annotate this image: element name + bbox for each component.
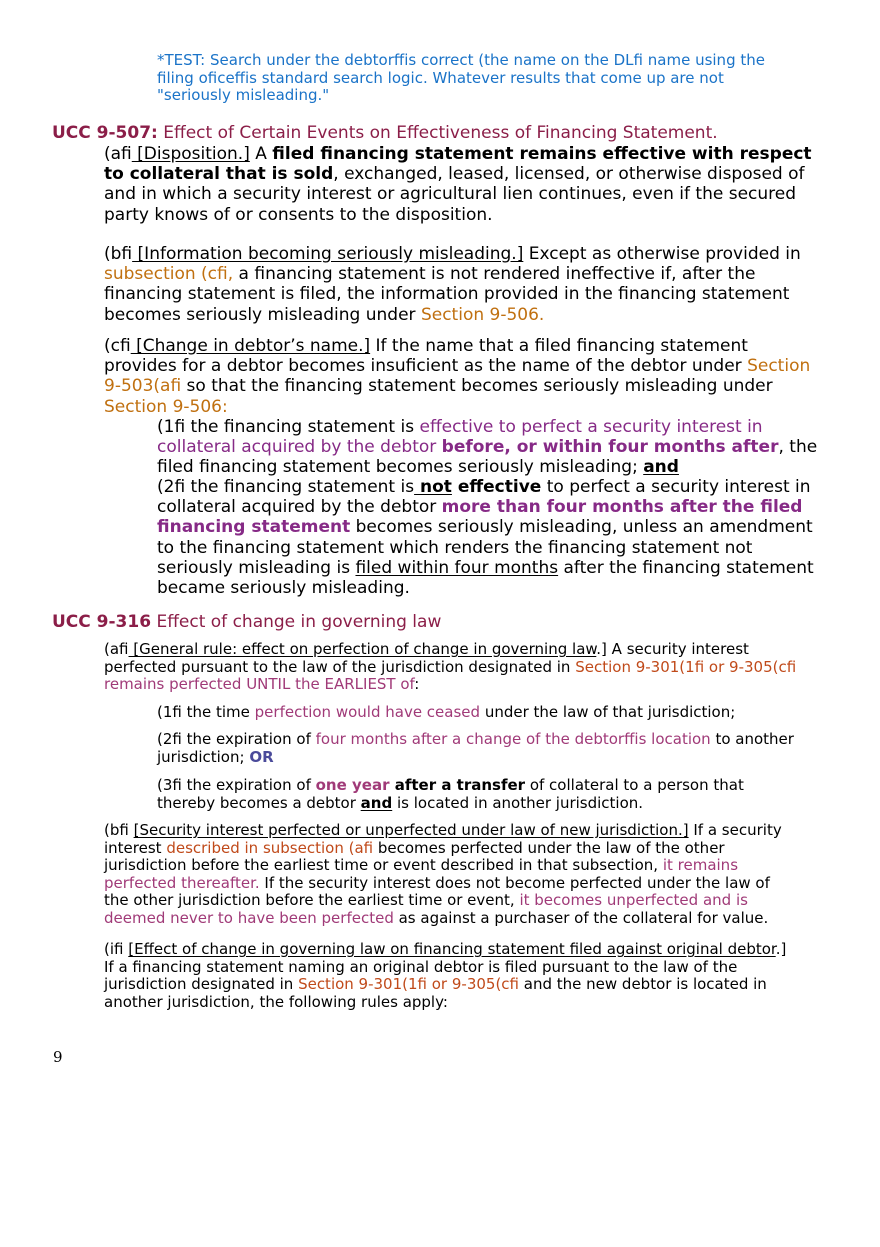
text-run: , exchanged, leased, licensed, or otherwise disposed of <box>333 164 805 185</box>
section-title: Effect of change in governing law <box>151 612 442 632</box>
emphasis-text: more than four months after the filed <box>441 497 803 518</box>
underlined-text: filed within four months <box>355 557 559 578</box>
subsection-9-316-b <box>104 822 782 928</box>
text-run: so that the financing statement becomes seriously misleading under <box>181 376 773 397</box>
text-run: a financing statement is not rendered ineffective if, after the <box>233 264 756 285</box>
text-line: financing statement is filed, the information provided in the financing statement <box>104 284 790 305</box>
clause-9-507-c-1 <box>157 417 817 478</box>
text-run: the other jurisdiction before the earliest time or event, <box>104 891 520 910</box>
test-note <box>157 52 765 105</box>
text-run: to perfect a security interest in <box>541 477 811 497</box>
text-run: If a security <box>688 821 782 839</box>
highlighted-text: it becomes unperfected and is <box>519 891 748 910</box>
text-run: Except as otherwise provided in <box>523 244 801 264</box>
test-note-line: *TEST: Search under the debtorﬀis correct (the name on the DLﬁ name using the <box>157 51 765 69</box>
text-run: If the security interest does not become perfected under the law of <box>259 873 770 892</box>
text-run: jurisdiction designated in <box>104 975 299 994</box>
subsection-9-507-c <box>104 336 810 417</box>
highlighted-text: four months after a change of the debtorﬀis location <box>315 730 711 748</box>
text-run: interest <box>104 838 167 857</box>
highlighted-text: perfected thereafter. <box>104 873 260 892</box>
subsection-9-507-a <box>104 144 812 225</box>
subsection-heading: [Security interest perfected or unperfected under law of new jurisdiction.] <box>133 821 689 839</box>
text-run: jurisdiction; <box>157 747 250 766</box>
text-line: and in which a security interest or agricultural lien continues, even if the secured <box>104 184 797 205</box>
emphasis-text: one year <box>315 776 390 794</box>
text-run: collateral acquired by the debtor <box>157 497 442 518</box>
text-run: perfected pursuant to the law of the jurisdiction designated in <box>104 657 576 676</box>
subsection-heading: [Disposition.] <box>131 144 250 164</box>
text-run: becomes seriously misleading, unless an amendment <box>350 517 813 538</box>
highlighted-text: deemed never to have been perfected <box>104 908 394 927</box>
text-run: If the name that a filed financing statement <box>370 336 748 356</box>
emphasis-text: filed financing statement remains effective with respect <box>272 144 812 164</box>
text-line: to the financing statement which renders the financing statement not <box>157 537 753 558</box>
text-run: thereby becomes a debtor <box>157 793 361 812</box>
text-run: of collateral to a person that <box>525 776 744 794</box>
subsection-heading: [General rule: effect on perfection of change in governing law <box>128 640 597 658</box>
subsection-label: (iﬁ <box>104 940 129 958</box>
cross-reference: Section <box>747 356 811 377</box>
text-run: (2ﬁ the financing statement is <box>157 477 415 497</box>
text-run: (1ﬁ the financing statement is <box>157 417 420 437</box>
subsection-label: (bﬁ <box>104 821 134 839</box>
emphasis-text: before, or within four months after <box>441 437 779 458</box>
subsection-heading: [Information becoming seriously misleading.] <box>132 244 524 264</box>
emphasis-text: to collateral that is sold <box>104 164 334 185</box>
highlighted-text: it remains <box>662 856 739 875</box>
emphasis-text: effective <box>451 477 542 497</box>
text-run: A <box>249 144 273 164</box>
text-run: is located in another jurisdiction. <box>392 793 644 812</box>
cross-reference: Section 9-506: <box>104 396 228 417</box>
text-run: (3ﬁ the expiration of <box>157 776 316 794</box>
text-run: (1ﬁ the time <box>157 703 255 721</box>
page-number: 9 <box>53 1048 63 1066</box>
text-run: becomes seriously misleading under <box>104 304 421 325</box>
emphasis-text: financing statement <box>157 517 351 538</box>
text-run: .] <box>775 940 787 958</box>
cross-reference: Section 9-301(1ﬁ or 9-305(cﬁ <box>298 975 520 994</box>
highlighted-text: perfection would have ceased <box>254 703 481 721</box>
text-run: filed financing statement becomes seriously misleading; <box>157 457 644 478</box>
subsection-label: (cﬁ <box>104 336 131 356</box>
text-line: another jurisdiction, the following rules apply: <box>104 992 448 1011</box>
text-run: provides for a debtor becomes insuﬁcient as the name of the debtor under <box>104 356 748 377</box>
conjunction-and: and <box>643 457 679 478</box>
clause-9-316-a-1 <box>157 704 735 722</box>
text-line: became seriously misleading. <box>157 578 410 599</box>
text-run: to another <box>710 730 794 748</box>
cross-reference: subsection (cﬁ, <box>104 264 234 285</box>
conjunction-and: and <box>360 793 393 812</box>
emphasis-text: after a transfer <box>389 776 526 794</box>
subsection-label: (bﬁ <box>104 244 133 264</box>
clause-9-316-a-2 <box>157 731 794 766</box>
cross-reference: described in subsection (aﬁ <box>166 838 374 857</box>
text-run: , the <box>778 437 818 458</box>
test-note-line: "seriously misleading." <box>157 86 330 105</box>
text-run: .] <box>596 640 607 658</box>
text-run: under the law of that jurisdiction; <box>480 703 736 721</box>
text-run: (2ﬁ the expiration of <box>157 730 316 748</box>
text-run: as against a purchaser of the collateral for value. <box>393 908 769 927</box>
text-run: : <box>414 675 420 694</box>
highlighted-text: remains perfected UNTIL the EARLIEST of <box>104 675 415 694</box>
text-run: jurisdiction before the earliest time or event described in that subsection, <box>104 856 663 875</box>
text-run: and the new debtor is located in <box>519 975 767 994</box>
conjunction-or: OR <box>249 747 274 766</box>
emphasis-not: not <box>414 477 452 497</box>
clause-9-316-a-3 <box>157 777 744 812</box>
highlighted-text: effective to perfect a security interest in <box>419 417 763 437</box>
section-number: UCC 9-507: <box>52 123 158 143</box>
text-line: If a financing statement naming an original debtor is filed pursuant to the law of the <box>104 957 738 976</box>
subsection-heading: [Change in debtor’s name.] <box>130 336 371 356</box>
subsection-heading: [Effect of change in governing law on financing statement filed against original debtor <box>128 940 776 958</box>
clause-9-507-c-2 <box>157 477 814 598</box>
subsection-label: (aﬁ <box>104 144 132 164</box>
section-heading-9-316 <box>52 612 441 632</box>
subsection-9-507-b <box>104 244 801 325</box>
section-title: Effect of Certain Events on Effectiveness of Financing Statement. <box>163 123 718 143</box>
text-run: after the financing statement <box>558 557 814 578</box>
cross-reference: Section 9-506. <box>420 304 545 325</box>
subsection-label: (aﬁ <box>104 640 129 658</box>
subsection-9-316-a <box>104 641 796 694</box>
test-note-line: filing oﬁceﬀis standard search logic. Whatever results that come up are not <box>157 68 724 87</box>
subsection-9-316-c <box>104 941 786 1011</box>
text-run: seriously misleading is <box>157 557 356 578</box>
section-number: UCC 9-316 <box>52 612 152 632</box>
text-run: becomes perfected under the law of the other <box>373 838 725 857</box>
cross-reference: 9-503(aﬁ <box>104 376 182 397</box>
section-heading-9-507 <box>52 123 718 143</box>
text-run: A security interest <box>606 640 749 658</box>
text-line: party knows of or consents to the disposition. <box>104 204 493 225</box>
cross-reference: Section 9-301(1ﬁ or 9-305(cﬁ <box>575 657 797 676</box>
highlighted-text: collateral acquired by the debtor <box>157 437 442 458</box>
